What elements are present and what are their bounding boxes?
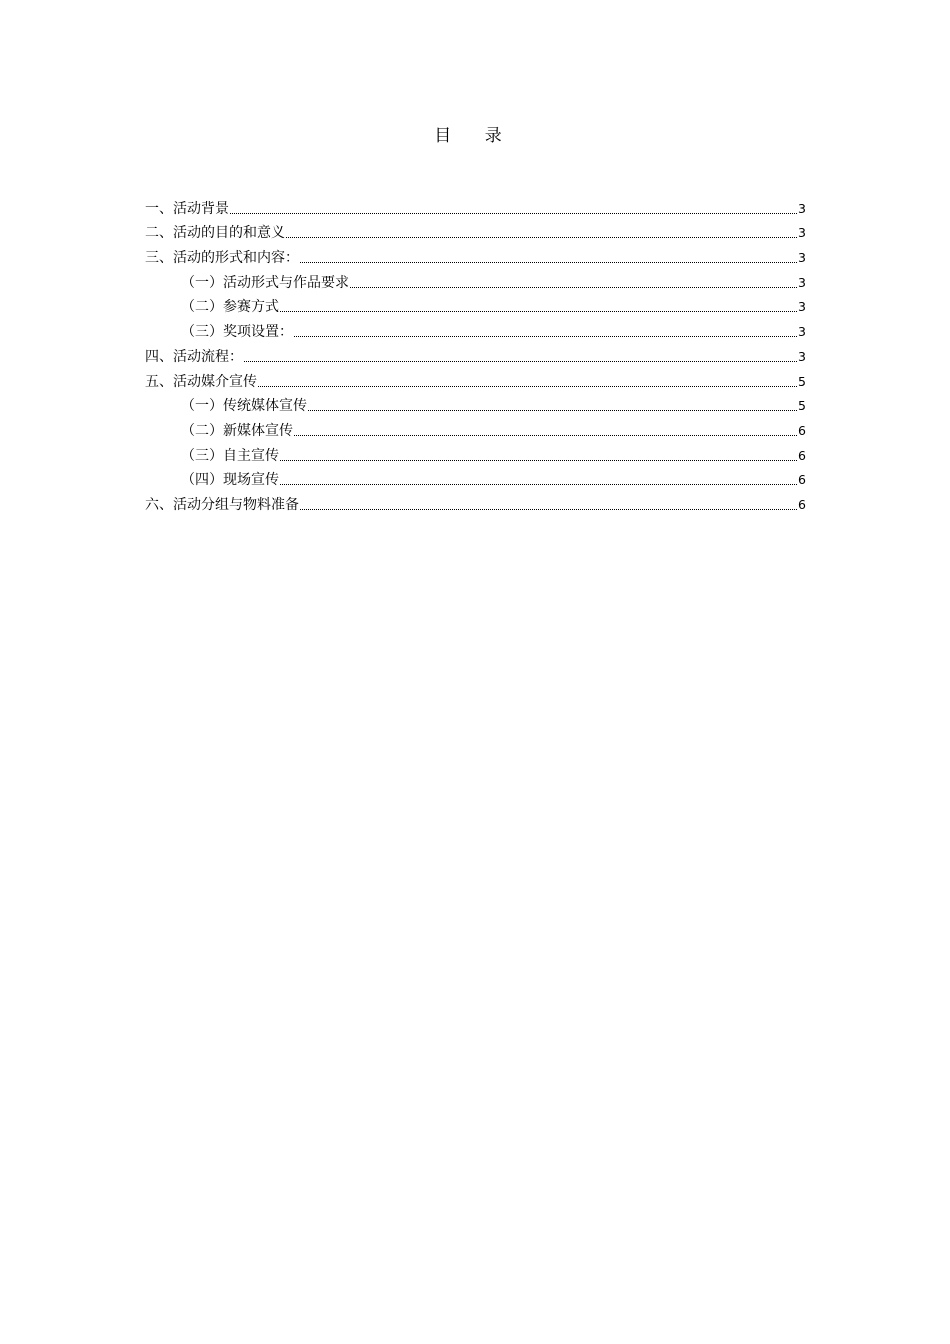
toc-subentry[interactable] [145, 317, 806, 342]
toc-list [145, 194, 806, 515]
toc-dot-leader [280, 311, 797, 312]
toc-page-number: 3 [798, 348, 806, 364]
toc-dot-leader [300, 509, 797, 510]
toc-subentry[interactable] [145, 293, 806, 318]
toc-entry[interactable] [145, 367, 806, 392]
toc-entry-text: 二、活动的目的和意义 [145, 225, 285, 242]
toc-dot-leader [294, 336, 797, 337]
toc-page-number: 5 [798, 398, 806, 414]
toc-entry[interactable] [145, 490, 806, 515]
toc-entry-text: （一）活动形式与作品要求 [181, 274, 349, 291]
toc-entry-text: （三）自主宣传 [181, 447, 279, 464]
toc-entry-text: 一、活动背景 [145, 200, 229, 217]
toc-page-number: 6 [798, 422, 806, 438]
toc-page-number: 6 [798, 447, 806, 463]
toc-entry-text: （二）参赛方式 [181, 299, 279, 316]
toc-subentry[interactable] [145, 268, 806, 293]
toc-dot-leader [230, 213, 797, 214]
toc-entry[interactable] [145, 342, 806, 367]
toc-entry[interactable] [145, 243, 806, 268]
toc-dot-leader [258, 386, 797, 387]
toc-dot-leader [286, 237, 797, 238]
toc-subentry[interactable] [145, 466, 806, 491]
toc-entry-text: （一）传统媒体宣传 [181, 398, 307, 415]
toc-page-number: 3 [798, 299, 806, 315]
toc-dot-leader [294, 435, 797, 436]
toc-page-number: 6 [798, 496, 806, 512]
toc-page-number: 3 [798, 324, 806, 340]
toc-page-number: 3 [798, 225, 806, 241]
toc-subentry[interactable] [145, 441, 806, 466]
toc-entry-text: 六、活动分组与物料准备 [145, 496, 299, 513]
toc-dot-leader [300, 262, 797, 263]
toc-entry-text: 四、活动流程： [145, 348, 243, 365]
toc-entry-text: （二）新媒体宣传 [181, 422, 293, 439]
toc-dot-leader [350, 287, 797, 288]
toc-dot-leader [308, 410, 797, 411]
toc-dot-leader [280, 460, 797, 461]
toc-page-number: 5 [798, 373, 806, 389]
toc-subentry[interactable] [145, 392, 806, 417]
toc-subentry[interactable] [145, 416, 806, 441]
toc-entry[interactable] [145, 194, 806, 219]
toc-page-number: 3 [798, 250, 806, 266]
toc-entry-text: 三、活动的形式和内容： [145, 250, 299, 267]
toc-page-number: 6 [798, 472, 806, 488]
toc-entry-text: 五、活动媒介宣传 [145, 373, 257, 390]
toc-dot-leader [280, 484, 797, 485]
toc-entry-text: （三）奖项设置： [181, 324, 293, 341]
toc-entry-text: （四）现场宣传 [181, 472, 279, 489]
toc-page-number: 3 [798, 200, 806, 216]
toc-page-number: 3 [798, 274, 806, 290]
toc-dot-leader [244, 361, 797, 362]
toc-entry[interactable] [145, 219, 806, 244]
toc-title: 目 录 [434, 126, 516, 146]
